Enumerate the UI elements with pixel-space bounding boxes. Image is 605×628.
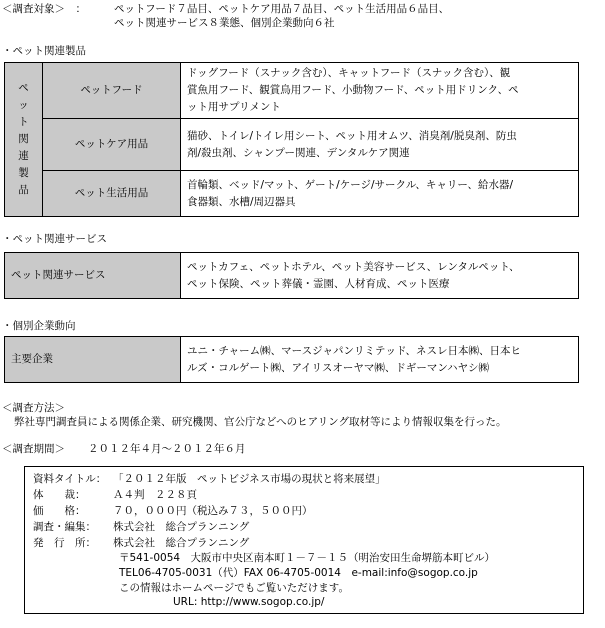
info-publisher-value: 株式会社 総合プランニング <box>113 537 250 549</box>
info-title-value: 「２０１２年版 ペットビジネス市場の現状と将来展望」 <box>113 473 386 485</box>
products-table <box>4 62 579 217</box>
product-items-line: 賞魚用フード、観賞鳥用フード、小動物フード、ペット用ドリンク、ペ <box>187 84 519 96</box>
product-items-line: ット用サプリメント <box>187 101 281 113</box>
product-items-line: 剤/殺虫剤、シャンプー関連、デンタルケア関連 <box>187 146 410 159</box>
companies-items-line: ルズ・コルゲート㈱、アイリスオーヤマ㈱、ドギーマンハヤシ㈱ <box>187 361 489 374</box>
companies-heading: ・個別企業動向 <box>2 320 76 332</box>
category-char: 品 <box>18 184 29 196</box>
category-char: 連 <box>18 150 29 162</box>
product-items-cell <box>181 63 579 119</box>
products-heading: ・ペット関連製品 <box>2 45 86 57</box>
product-name-cell: ペットフード <box>43 63 181 119</box>
companies-items-line: ユニ・チャーム㈱、マースジャパンリミテッド、ネスレ日本㈱、日本ヒ <box>187 344 522 357</box>
info-format-label: 体 裁： <box>33 489 86 501</box>
category-char: ッ <box>18 99 29 111</box>
survey-target-label: ＜調査対象＞ ： <box>2 3 86 15</box>
info-editor-value: 株式会社 総合プランニング <box>113 521 250 533</box>
services-items-line: ペット保険、ペット葬儀・霊園、人材育成、ペット医療 <box>187 277 450 290</box>
info-url[interactable]: URL: http://www.sogop.co.jp/ <box>173 596 325 608</box>
products-category-cell <box>5 63 43 217</box>
companies-table <box>4 336 579 383</box>
info-format-value: Ａ４判 ２２８頁 <box>113 489 197 501</box>
category-char: 関 <box>18 133 29 145</box>
survey-target-line1: ペットフード７品目、ペットケア用品７品目、ペット生活用品６品目、 <box>114 3 450 15</box>
product-items-cell <box>181 119 579 171</box>
services-table <box>4 252 579 299</box>
info-web-note: この情報はホームページでもご覧いただけます。 <box>119 582 349 594</box>
survey-target-line2: ペット関連サービス８業態、個別企業動向６社 <box>114 17 335 29</box>
companies-items-cell <box>181 337 579 383</box>
product-items-line: ドッグフード（スナック含む）、キャットフード（スナック含む）、観 <box>187 67 511 79</box>
product-name-cell: ペット生活用品 <box>43 171 181 217</box>
services-heading: ・ペット関連サービス <box>2 233 107 245</box>
period-text: ２０１２年４月～２０１２年６月 <box>88 443 246 455</box>
info-price-label: 価 格： <box>33 505 86 517</box>
info-price-value: ７０，０００円（税込み７３，５００円） <box>113 505 313 517</box>
services-name-cell: ペット関連サービス <box>5 253 181 299</box>
method-text: 弊社専門調査員による関係企業、研究機関、官公庁などへのヒアリング取材等により情報収集を行った。 <box>14 416 507 428</box>
method-heading: ＜調査方法＞ <box>2 402 65 414</box>
category-char: ト <box>18 116 29 128</box>
publication-info-box <box>24 466 584 614</box>
product-items-line: 猫砂、トイレ/トイレ用シート、ペット用オムツ、消臭剤/脱臭剤、防虫 <box>187 129 517 142</box>
product-items-line: 食器類、水槽/周辺器具 <box>187 195 296 208</box>
info-publisher-label: 発 行 所： <box>33 537 96 549</box>
services-items-cell <box>181 253 579 299</box>
period-heading: ＜調査期間＞ <box>2 443 65 455</box>
info-contact: TEL06-4705-0031（代）FAX 06-4705-0014 e-mail:info@sogop.co.jp <box>119 567 478 579</box>
services-items-line: ペットカフェ、ペットホテル、ペット美容サービス、レンタルペット、 <box>187 260 520 273</box>
product-name-cell: ペットケア用品 <box>43 119 181 171</box>
product-items-cell <box>181 171 579 217</box>
info-editor-label: 調査・編集： <box>33 521 96 533</box>
product-items-line: 首輪類、ベッド/マット、ゲート/ケージ/サークル、キャリー、給水器/ <box>187 178 513 191</box>
category-char: 製 <box>18 167 29 179</box>
companies-name-cell: 主要企業 <box>5 337 181 383</box>
info-title-label: 資料タイトル： <box>33 473 107 485</box>
info-address: 〒541-0054 大阪市中央区南本町１－７－１５（明治安田生命堺筋本町ビル） <box>119 552 496 564</box>
category-char: ペ <box>18 82 29 94</box>
